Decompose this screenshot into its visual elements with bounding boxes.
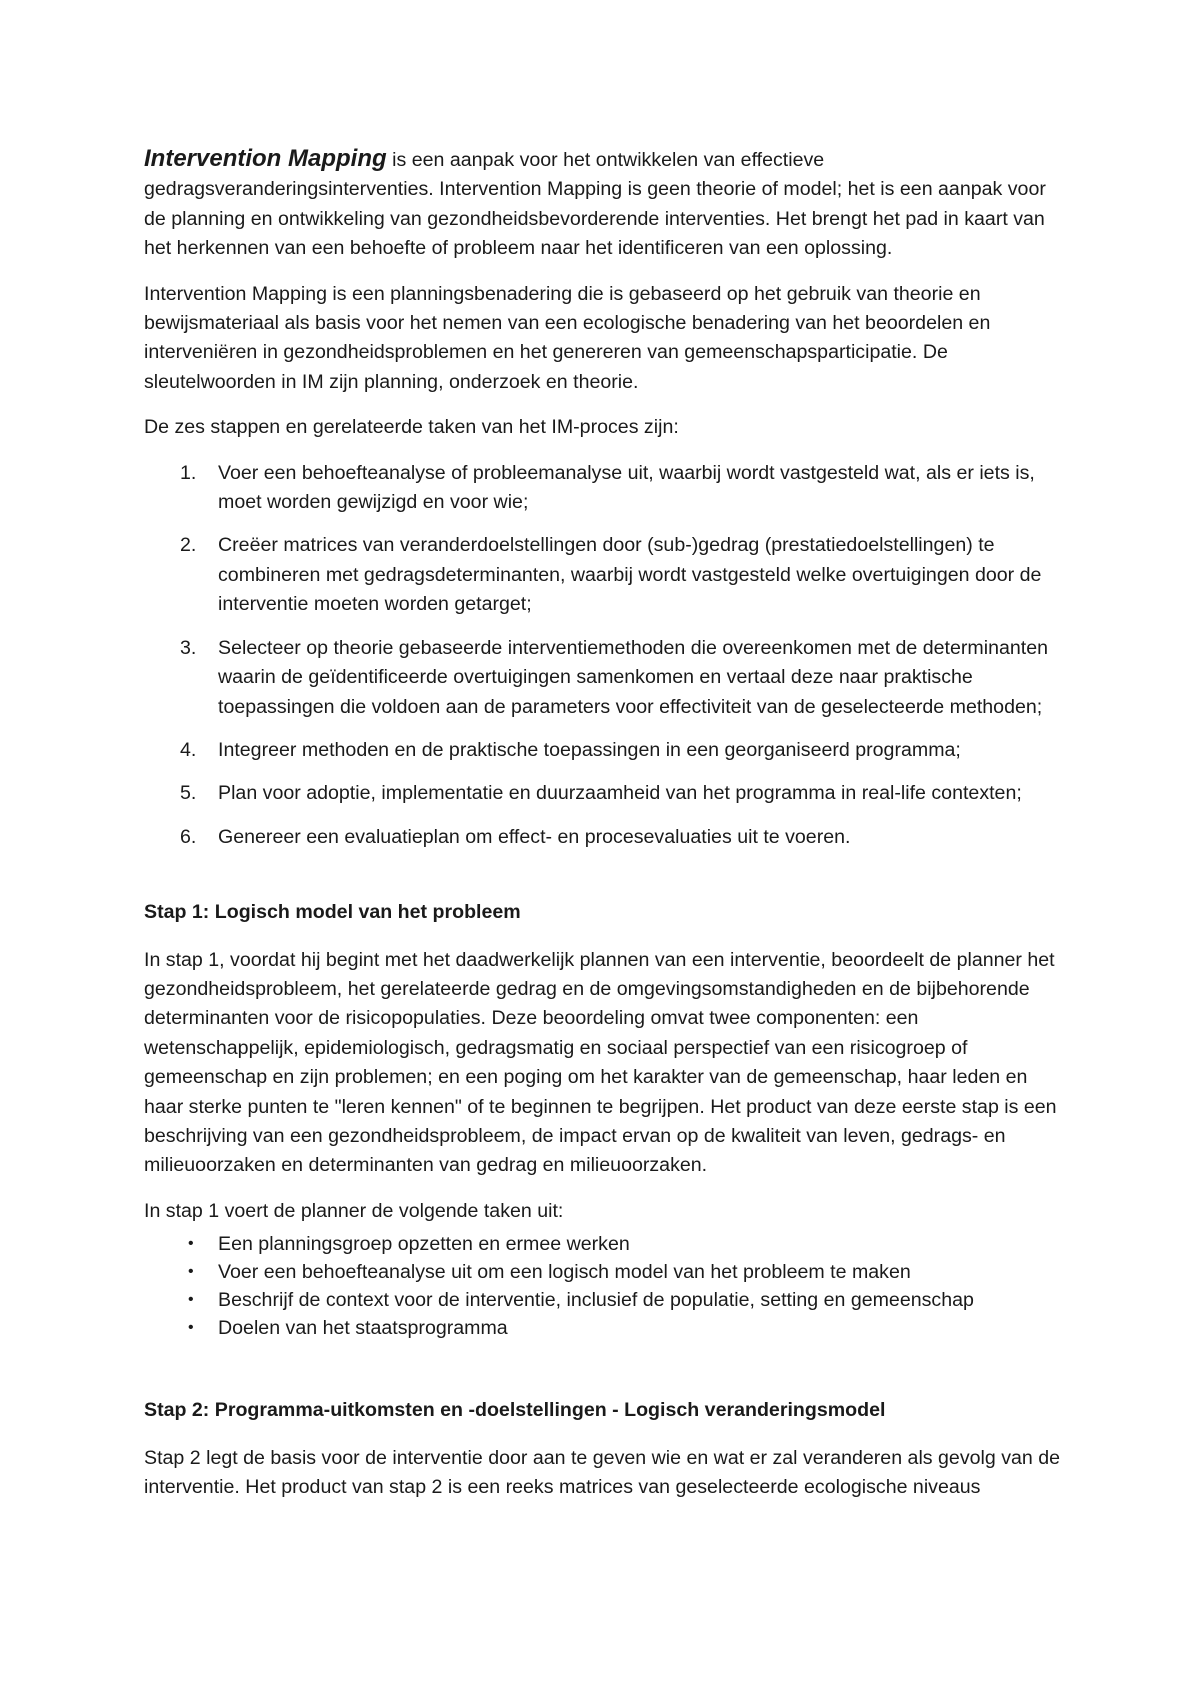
bullet-icon: • [188, 1263, 194, 1281]
paragraph-planning-approach: Intervention Mapping is een planningsbenadering die is gebaseerd op het gebruik van theorie en bewijsmateriaal als basis voor het nemen van een ecologische benadering van het beoordelen en interveniëren in gezondheidsproblemen en het genereren van gemeenschapsparticipatie. De sleutelwoorden in IM zijn planning, onderzoek en theorie. [144, 282, 991, 393]
list-item [144, 1258, 1064, 1286]
list-item-text: Doelen van het staatsprogramma [218, 1317, 508, 1340]
paragraph-step2-body: Stap 2 legt de basis voor de interventie door aan te geven wie en wat er zal veranderen als gevolg van de interventie. Het product van stap 2 is een reeks matrices van geselecteerde ecologische niveaus [144, 1446, 1061, 1498]
intro-paragraph [144, 144, 1064, 264]
list-item [144, 823, 1064, 852]
bullet-icon: • [188, 1291, 194, 1309]
list-number: 3. [180, 636, 197, 659]
list-item-text: Selecteer op theorie gebaseerde interventiemethoden die overeenkomen met de determinanten waarin de geïdentificeerde overtuigingen samenkomen en vertaal deze naar praktische toepassingen die voldoen aan de parameters voor effectiviteit van de geselecteerde methoden; [218, 636, 1049, 718]
list-item [144, 459, 1064, 518]
list-item [144, 1230, 1064, 1258]
list-number: 6. [180, 825, 197, 848]
paragraph-steps-intro: De zes stappen en gerelateerde taken van het IM-proces zijn: [144, 416, 679, 439]
list-item-text: Creëer matrices van veranderdoelstellingen door (sub-)gedrag (prestatiedoelstellingen) te combineren met gedragsdeterminanten, waarbij wordt vastgesteld welke overtuigingen door de interventie moeten worden getarget; [218, 534, 1042, 616]
bullet-icon: • [188, 1235, 194, 1253]
tasks-list [144, 1230, 1064, 1342]
intro-rest: is een aanpak voor het ontwikkelen van effectieve gedragsveranderingsinterventies. Intervention Mapping is geen theorie of model; het is een aanpak voor de planning en ontwikkeling van gezondheidsbevorderende interventies. Het brengt het pad in kaart van het herkennen van een behoefte of probleem naar het identificeren van een oplossing. [144, 149, 1046, 260]
intro-lead: Intervention Mapping [144, 145, 387, 172]
list-item [144, 531, 1064, 619]
document-page [144, 144, 1064, 1518]
list-item [144, 634, 1064, 722]
list-item [144, 736, 1064, 765]
list-item-text: Voer een behoefteanalyse of probleemanalyse uit, waarbij wordt vastgesteld wat, als er iets is, moet worden gewijzigd en voor wie; [218, 461, 1035, 514]
paragraph-step1-body: In stap 1, voordat hij begint met het daadwerkelijk plannen van een interventie, beoordeelt de planner het gezondheidsprobleem, het gerelateerde gedrag en de omgevingsomstandigheden en de bijbehorende determinanten voor de risicopopulaties. Deze beoordeling omvat twee componenten: een wetenschappelijk, epidemiologisch, gedragsmatig en sociaal perspectief van een risicogroep of gemeenschap en zijn problemen; en een poging om het karakter van de gemeenschap, haar leden en haar sterke punten te "leren kennen" of te beginnen te begrijpen. Het product van deze eerste stap is een beschrijving van een gezondheidsprobleem, de impact ervan op de kwaliteit van leven, gedrags- en milieuoorzaken en determinanten van gedrag en milieuoorzaken. [144, 948, 1057, 1177]
list-number: 5. [180, 782, 197, 805]
list-item-text: Plan voor adoptie, implementatie en duurzaamheid van het programma in real-life contexten; [218, 782, 1022, 805]
list-item-text: Genereer een evaluatieplan om effect- en procesevaluaties uit te voeren. [218, 825, 851, 848]
list-item [144, 779, 1064, 808]
list-number: 2. [180, 534, 197, 557]
list-item [144, 1314, 1064, 1342]
list-item-text: Integreer methoden en de praktische toepassingen in een georganiseerd programma; [218, 738, 961, 761]
list-item [144, 1286, 1064, 1314]
paragraph-step1-tasks-intro: In stap 1 voert de planner de volgende taken uit: [144, 1199, 564, 1222]
list-number: 1. [180, 461, 197, 484]
steps-list [144, 459, 1064, 852]
section-heading-step2: Stap 2: Programma-uitkomsten en -doelstellingen - Logisch veranderingsmodel [144, 1399, 886, 1422]
list-number: 4. [180, 738, 197, 761]
list-item-text: Voer een behoefteanalyse uit om een logisch model van het probleem te maken [218, 1261, 911, 1284]
section-heading-step1: Stap 1: Logisch model van het probleem [144, 901, 521, 924]
bullet-icon: • [188, 1319, 194, 1337]
list-item-text: Beschrijf de context voor de interventie, inclusief de populatie, setting en gemeenschap [218, 1289, 974, 1312]
list-item-text: Een planningsgroep opzetten en ermee werken [218, 1233, 630, 1256]
